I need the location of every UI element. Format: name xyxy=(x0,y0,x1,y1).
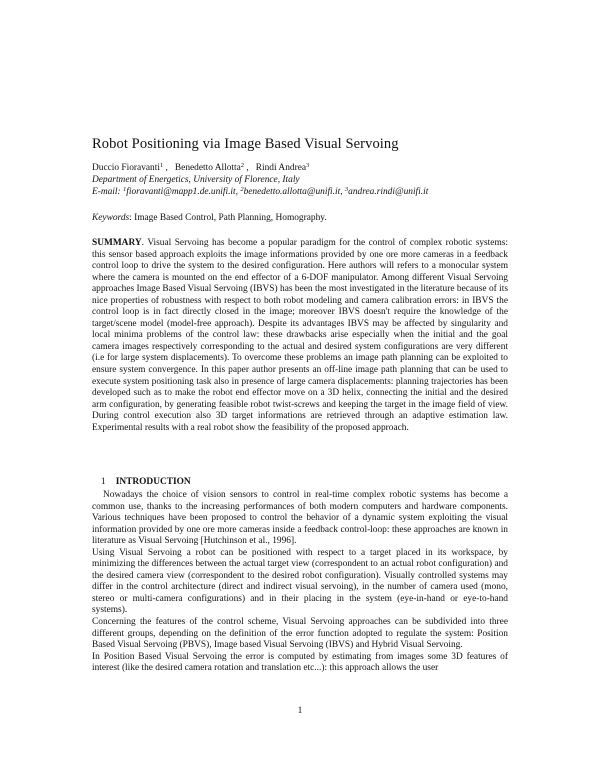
author-sup: 2 xyxy=(240,162,245,169)
summary-label: SUMMARY xyxy=(92,238,142,248)
email-address[interactable]: benedetto.allotta@unifi.it, xyxy=(243,187,343,197)
paragraph: Concerning the features of the control scheme, Visual Servoing approaches can be subdivided into three different groups, depending on the definition of the error function adopted to regulate the system: Position Based Visual Servoing (PBVS), Image based Visual Servoing (IBVS) and Hybrid Visual Servoing. xyxy=(92,617,508,651)
email-address[interactable]: andrea.rindi@unifi.it xyxy=(348,187,429,197)
abstract xyxy=(92,238,508,434)
summary-text: . Visual Servoing has become a popular paradigm for the control of complex robotic systems: this sensor based approach exploits the image informations provided by one ore more cameras in a feedback control loop to drive the system to the desired configuration. Here authors will refers to a monocular system where the camera is mounted on the end effector of a 6-DOF manipulator. Among different Visual Servoing approaches Image Based Visual Servoing (IBVS) has been the most investigated in the literature because of its nice properties of robustness with respect to both robot modeling and camera calibration errors: in IBVS the control loop is in fact directly closed in the image; moreover IBVS doesn't require the knowledge of the target/scene model (model-free approach). Despite its advantages IBVS may be affected by singularity and local minima problems of the control law: these drawbacks arise especially when the initial and the goal camera images respectively corresponding to the actual and desired system configurations are very different (i.e for large system displacements). To overcome these problems an image path planning can be exploited to ensure system convergence. In this paper author presents an off-line image path planning that can be used to execute system positioning task also in presence of large camera displacements: planning trajectories has been developed such as to make the robot end effector move on a 3D helix, connecting the initial and the desired arm configuration, by generating feasible robot twist-screws and keeping the target in the image field of view. During control execution also 3D target informations are retrieved through an adaptive estimation law. Experimental results with a real robot show the feasibility of the proposed approach. xyxy=(92,238,508,433)
paper-title: Robot Positioning via Image Based Visual Servoing xyxy=(92,136,399,152)
keywords-text: : Image Based Control, Path Planning, Homography. xyxy=(129,213,327,223)
paragraph: Using Visual Servoing a robot can be positioned with respect to a target placed in its workspace, by minimizing the differences between the actual target view (correspondent to an actual robot configuration) and the desired camera view (correspondent to the desired robot configuration). Visually controlled systems may differ in the control architecture (direct and indirect visual servoing), in the number of camera used (mono, stereo or multi-camera configurations) and in their placing in the system (eye-in-hand or eye-to-hand systems). xyxy=(92,547,508,616)
keywords xyxy=(92,213,327,223)
section-heading xyxy=(101,477,191,487)
paragraph: In Position Based Visual Servoing the error is computed by estimating from images some 3D features of interest (like the desired camera rotation and translation etc...): this approach allows the user xyxy=(92,651,508,674)
paragraph: Nowadays the choice of vision sensors to control in real-time complex robotic systems has become a common use, thanks to the increasing performances of both modern computers and hardware components. Various techniques have been proposed to control the behavior of a dynamic system exploiting the visual information provided by one ore more cameras inside a feedback control-loop: these approaches are known in literature as Visual Servoing [Hutchinson et al., 1996]. xyxy=(92,490,508,547)
body-text xyxy=(92,490,508,675)
author-name: Rindi Andrea xyxy=(255,163,307,173)
keywords-label: Keywords xyxy=(92,213,130,223)
email-line xyxy=(92,187,428,197)
author-name: Duccio Fioravanti xyxy=(92,163,160,173)
email-label: E-mail: xyxy=(92,187,121,197)
author-name: Benedetto Allotta xyxy=(174,163,241,173)
email-sup: 3 xyxy=(344,186,349,193)
email-address[interactable]: fioravanti@mapp1.de.unifi.it, xyxy=(126,187,238,197)
affiliation: Department of Energetics, University of Florence, Italy xyxy=(92,175,300,185)
section-number: 1 xyxy=(101,477,106,487)
author-sup: 1 xyxy=(159,162,164,169)
email-sup: 1 xyxy=(122,186,127,193)
author-sup: 3 xyxy=(306,162,310,169)
page-number: 1 xyxy=(297,706,303,716)
author-list: Duccio Fioravanti$^1$ , Benedetto Allotta$^2$ , Rindi Andrea$^3$ xyxy=(92,162,310,173)
email-sup: 2 xyxy=(240,186,244,193)
section-title: INTRODUCTION xyxy=(115,477,191,487)
